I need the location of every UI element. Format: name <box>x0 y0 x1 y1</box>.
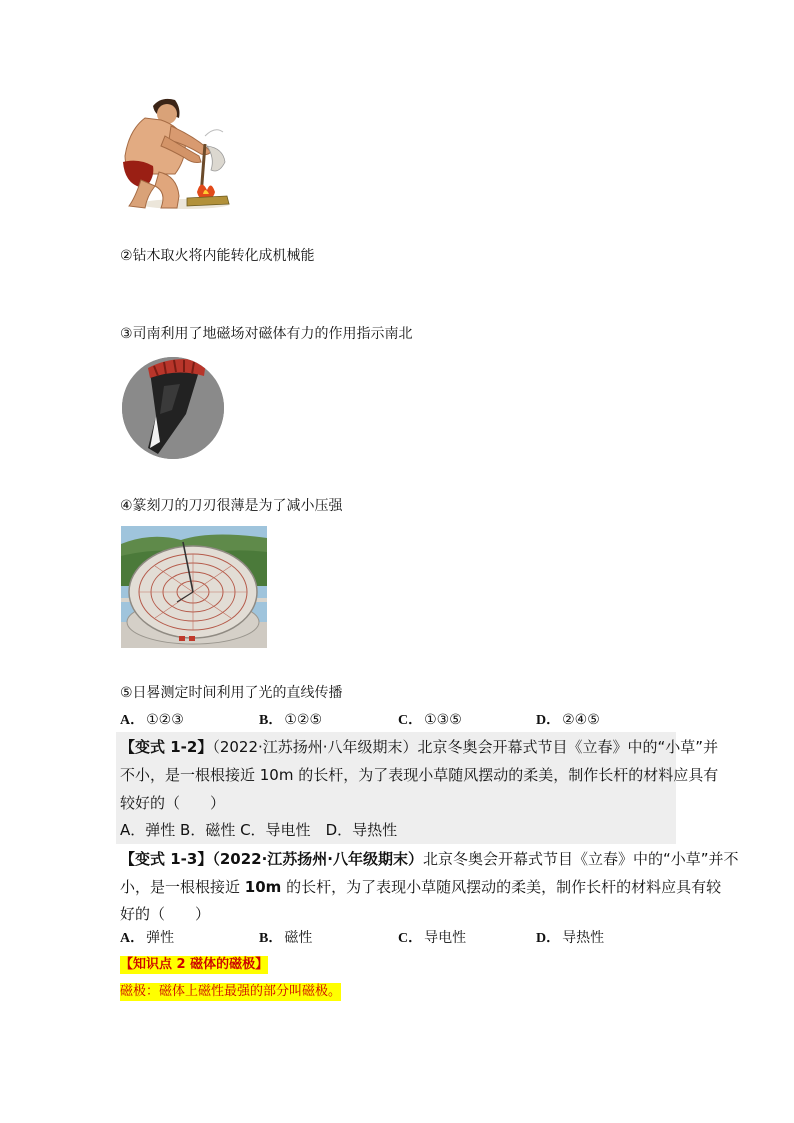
option-text: ①②⑤ <box>284 712 322 728</box>
q1-option-d[interactable] <box>536 710 600 731</box>
option-letter: B． <box>259 931 283 946</box>
item-3-statement: ③司南利用了地磁场对磁体有力的作用指示南北 <box>120 326 413 342</box>
variant-text: 北京冬奥会开幕式节目《立春》中的“小草”并不 <box>422 850 739 868</box>
option-letter: C． <box>398 713 423 728</box>
option-letter: A． <box>120 713 145 728</box>
option-text: 导电性 <box>424 930 467 946</box>
variant-1-2-line-3: 较好的（ ） <box>120 794 226 812</box>
q1-option-b[interactable] <box>259 710 322 731</box>
variant-1-3-option-b[interactable] <box>259 928 312 949</box>
option-text: ①③⑤ <box>424 712 462 728</box>
item-5-statement: ⑤日晷测定时间利用了光的直线传播 <box>120 685 343 701</box>
option-letter: D． <box>536 713 561 728</box>
variant-1-3-line-2 <box>120 873 721 901</box>
option-letter: B． <box>259 713 283 728</box>
option-text: ①②③ <box>146 712 184 728</box>
option-letter: D． <box>536 931 561 946</box>
fire-drilling-figure <box>115 96 235 214</box>
item-4-statement: ④篆刻刀的刀刃很薄是为了减小压强 <box>120 498 343 514</box>
variant-text-bold: 10m <box>244 878 282 896</box>
variant-1-2-line-2: 不小，是一根根接近 10m 的长杆，为了表现小草随风摆动的柔美，制作长杆的材料应具有 <box>120 766 719 784</box>
variant-source: （2022·江苏扬州·八年级期末） <box>212 850 423 868</box>
option-text: 导热性 <box>562 930 605 946</box>
variant-text: （2022·江苏扬州·八年级期末）北京冬奥会开幕式节目《立春》中的“小草”并 <box>212 738 719 756</box>
option-text: 磁性 <box>284 930 313 946</box>
q1-option-c[interactable] <box>398 710 462 731</box>
variant-text: 小，是一根根接近 <box>120 878 245 896</box>
option-letter: C． <box>398 931 423 946</box>
variant-tag: 【变式 1-3】 <box>120 850 213 868</box>
q1-option-a[interactable] <box>120 710 184 731</box>
variant-1-3-option-c[interactable] <box>398 928 466 949</box>
variant-1-3-line-1 <box>120 845 739 873</box>
variant-text: 的长杆，为了表现小草随风摆动的柔美，制作长杆的材料应具有较 <box>281 878 722 896</box>
knowledge-point-label <box>120 956 268 974</box>
variant-1-3-option-d[interactable] <box>536 928 604 949</box>
option-text: ②④⑤ <box>562 712 600 728</box>
item-2-statement: ②钻木取火将内能转化成机械能 <box>120 248 315 264</box>
variant-1-3-line-3: 好的（ ） <box>120 905 211 923</box>
knowledge-point-definition: 磁极：磁体上磁性最强的部分叫磁极。 <box>120 984 342 999</box>
variant-tag: 【变式 1-2】 <box>120 738 213 756</box>
seal-knife-figure <box>120 356 226 460</box>
variant-1-2-line-1 <box>120 733 718 761</box>
option-letter: A． <box>120 931 145 946</box>
sundial-figure <box>121 526 267 648</box>
variant-1-2-options[interactable]: A．弹性 B．磁性 C．导电性 D．导热性 <box>120 821 398 839</box>
option-text: 弹性 <box>146 930 175 946</box>
variant-1-3-option-a[interactable] <box>120 928 174 949</box>
knowledge-point-title: 【知识点 2 磁体的磁极】 <box>120 957 269 972</box>
